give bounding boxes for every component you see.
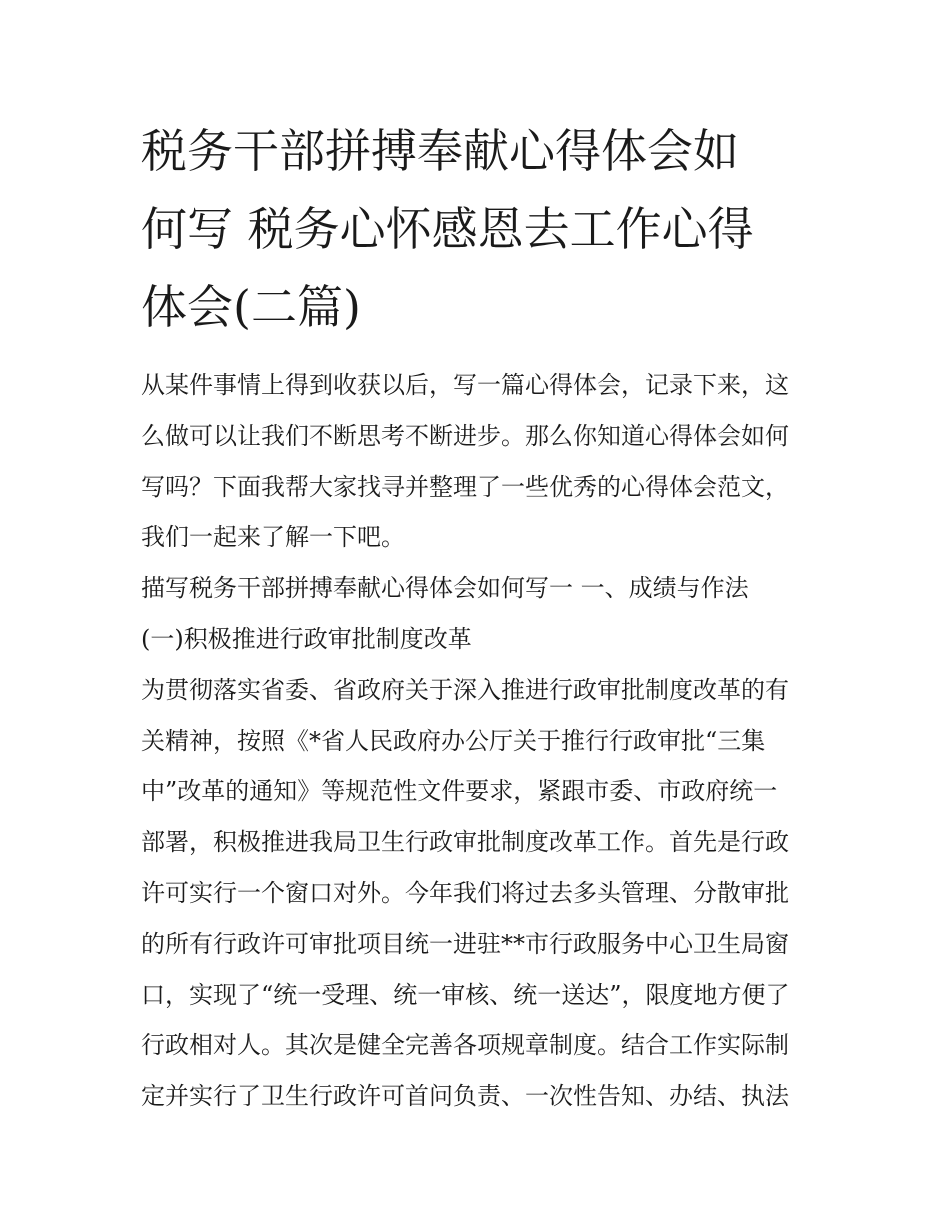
body-line: 我们一起来了解一下吧。	[141, 523, 405, 552]
body-line: 中”改革的通知》等规范性文件要求，紧跟市委、市政府统一	[141, 777, 778, 806]
title-line: 体会(二篇)	[141, 280, 361, 334]
body-line: 从某件事情上得到收获以后，写一篇心得体会，记录下来，这	[141, 371, 789, 399]
body-line: 关精神，按照《*省人民政府办公厅关于推行行政审批“三集	[141, 726, 766, 755]
body-line: 部署，积极推进我局卫生行政审批制度改革工作。首先是行政	[141, 828, 789, 857]
body-line: 为贯彻落实省委、省政府关于深入推进行政审批制度改革的有	[141, 675, 789, 704]
body-line: 写吗？下面我帮大家找寻并整理了一些优秀的心得体会范文，	[141, 472, 789, 501]
body-line: 定并实行了卫生行政许可首问负责、一次性告知、办结、执法	[141, 1082, 789, 1111]
document-page	[141, 112, 813, 1122]
body-line: 口，实现了“统一受理、统一审核、统一送达”，限度地方便了	[141, 980, 790, 1009]
body-line: 的所有行政许可审批项目统一进驻**市行政服务中心卫生局窗	[141, 929, 789, 958]
title-line: 税务干部拼搏奉献心得体会如	[141, 124, 739, 178]
body-line: 么做可以让我们不断思考不断进步。那么你知道心得体会如何	[141, 421, 789, 450]
subsection-heading: (一)积极推进行政审批制度改革	[141, 624, 472, 653]
document-body	[141, 360, 813, 1122]
body-line: 许可实行一个窗口对外。今年我们将过去多头管理、分散审批	[141, 878, 789, 907]
section-heading: 描写税务干部拼搏奉献心得体会如何写一 一、成绩与作法	[141, 574, 749, 603]
title-line: 何写 税务心怀感恩去工作心得	[141, 202, 754, 256]
document-title	[141, 112, 813, 346]
body-line: 行政相对人。其次是健全完善各项规章制度。结合工作实际制	[141, 1031, 789, 1060]
